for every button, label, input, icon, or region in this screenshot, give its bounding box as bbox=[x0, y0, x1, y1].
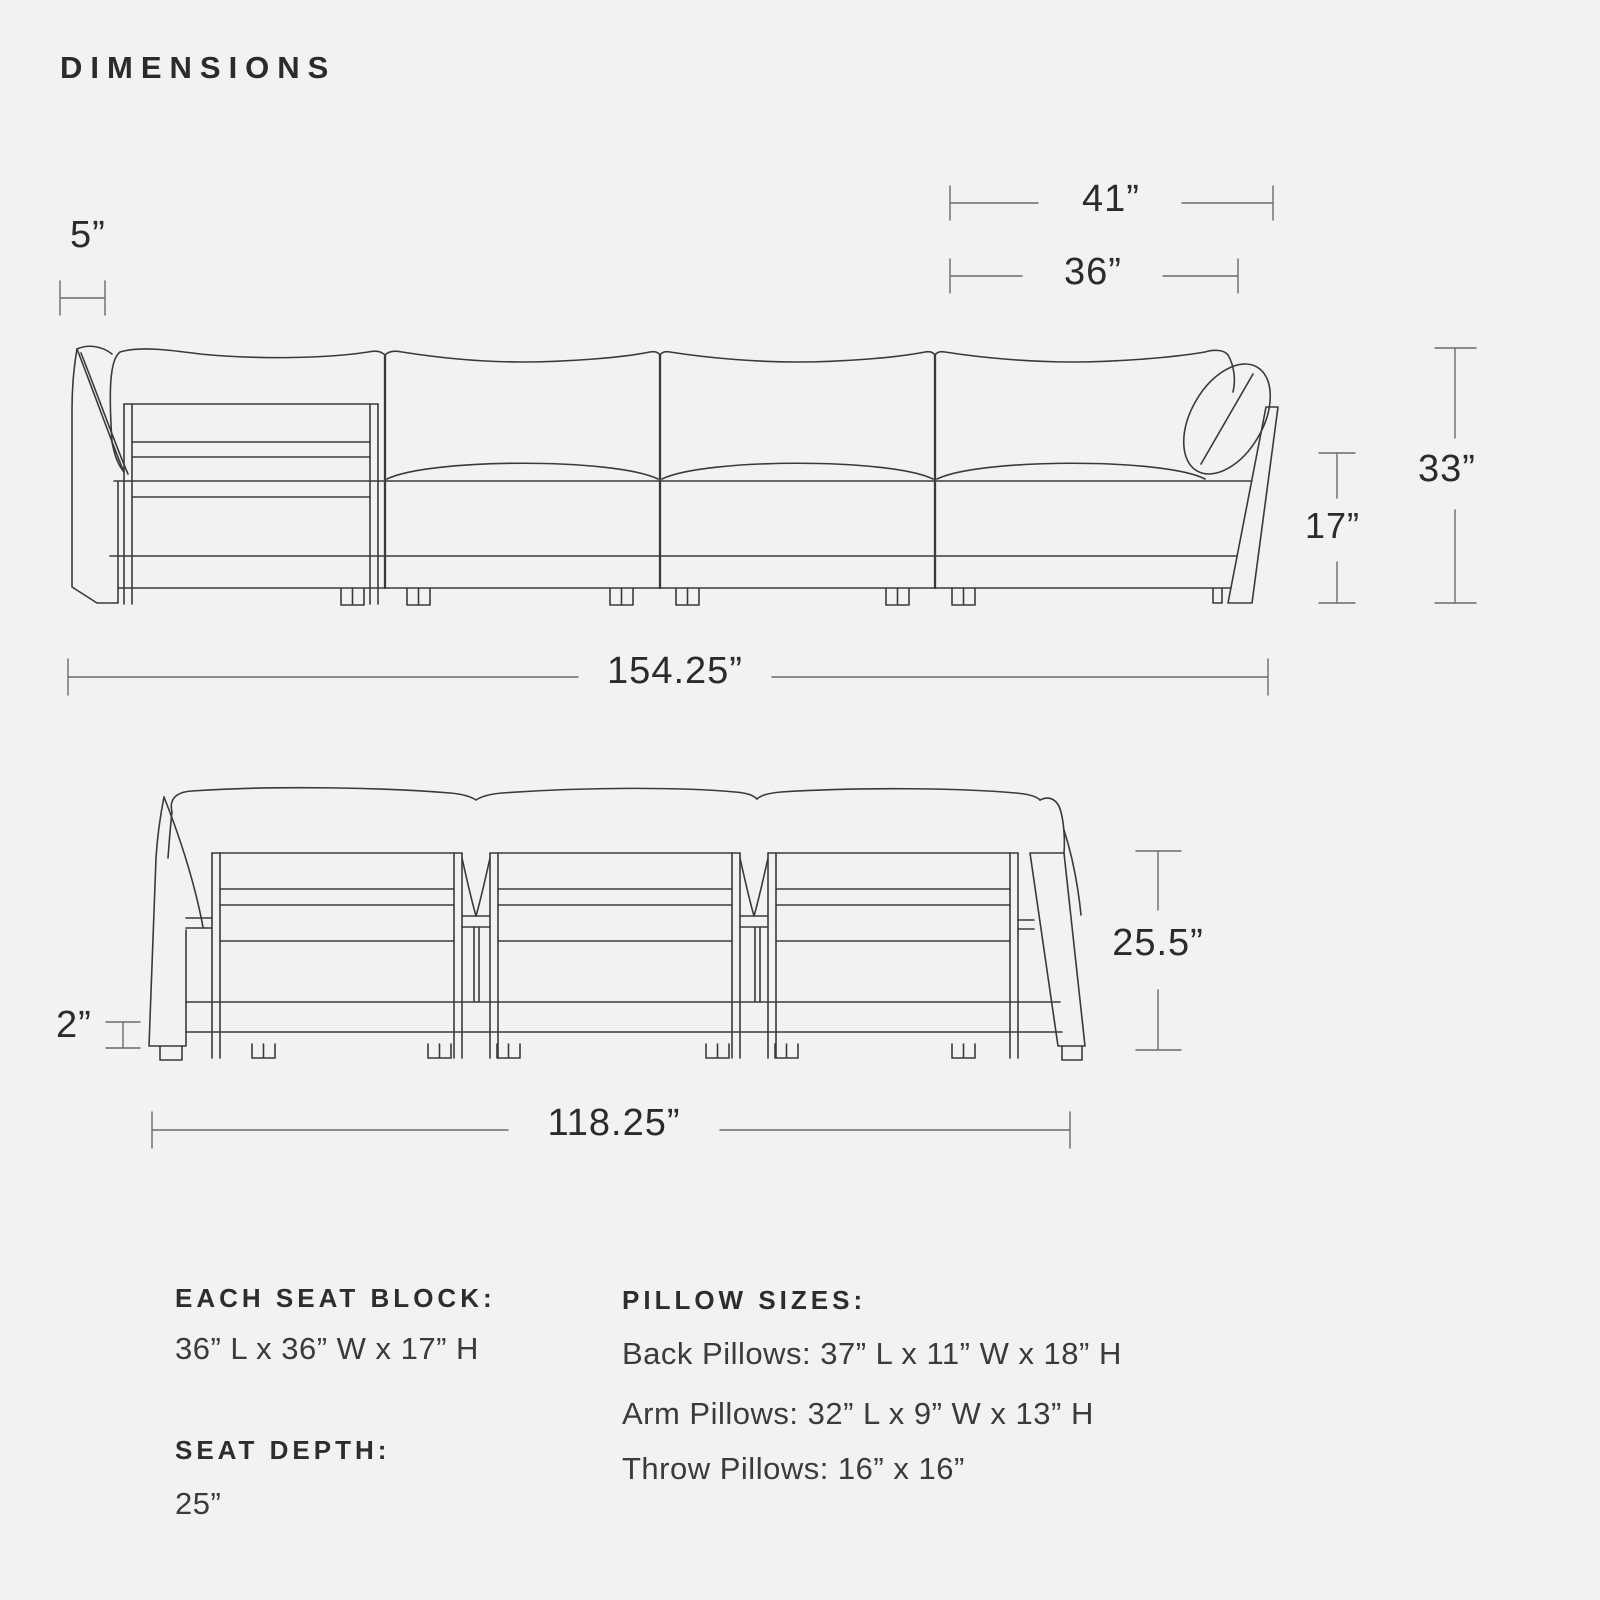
back-frame-module-1 bbox=[212, 853, 462, 1058]
front-corner-frame bbox=[124, 404, 378, 604]
seat-block-heading: EACH SEAT BLOCK: bbox=[175, 1283, 496, 1313]
dim-label-back-height: 25.5” bbox=[1112, 922, 1204, 964]
pillow-size-throw: Throw Pillows: 16” x 16” bbox=[622, 1451, 965, 1486]
pillow-sizes-heading: PILLOW SIZES: bbox=[622, 1285, 867, 1315]
back-module-connectors bbox=[186, 858, 1034, 1002]
back-frame-module-3 bbox=[768, 853, 1018, 1058]
front-left-pillow-edge bbox=[77, 349, 124, 472]
back-right-pillow-bump bbox=[1040, 798, 1064, 853]
seat-block-value: 36” L x 36” W x 17” H bbox=[175, 1331, 479, 1366]
front-back-cushions-outline bbox=[110, 349, 1228, 442]
back-left-foot bbox=[160, 1046, 182, 1060]
front-view-sofa-drawing bbox=[72, 346, 1288, 605]
back-base-band bbox=[186, 1002, 1062, 1032]
pillow-size-arm: Arm Pillows: 32” L x 9” W x 13” H bbox=[622, 1396, 1094, 1431]
back-left-cushion-drop bbox=[168, 812, 172, 858]
back-right-foot bbox=[1062, 1046, 1082, 1060]
dim-line-base-clearance bbox=[106, 1022, 140, 1048]
seat-depth-value: 25” bbox=[175, 1486, 222, 1521]
pillow-size-back: Back Pillows: 37” L x 11” W x 18” H bbox=[622, 1336, 1122, 1371]
dim-label-seat-plus-arm-width: 41” bbox=[1082, 178, 1140, 220]
bolster-pillow-seam bbox=[1201, 374, 1253, 464]
back-left-pillow-edge bbox=[164, 797, 203, 927]
dim-label-base-clearance: 2” bbox=[56, 1004, 92, 1046]
front-module-separators bbox=[385, 355, 935, 588]
back-cushions-outline bbox=[171, 788, 1040, 812]
back-view-feet bbox=[252, 1044, 975, 1058]
back-view-sofa-drawing bbox=[149, 788, 1085, 1060]
front-view-feet bbox=[341, 588, 1222, 605]
seat-depth-heading: SEAT DEPTH: bbox=[175, 1435, 391, 1465]
dim-label-overall-width-back: 118.25” bbox=[547, 1102, 681, 1144]
back-left-arm-panel bbox=[149, 797, 186, 1046]
dim-label-seat-height: 17” bbox=[1305, 505, 1361, 546]
front-left-pillow-edge-2 bbox=[81, 353, 128, 474]
dim-label-overall-height: 33” bbox=[1418, 448, 1476, 490]
front-left-apex-curve bbox=[77, 346, 112, 354]
dim-label-overall-width-front: 154.25” bbox=[607, 650, 743, 692]
dim-line-arm-width bbox=[60, 281, 105, 315]
front-seat-cushion-arcs bbox=[387, 463, 1205, 479]
dim-label-seat-width: 36” bbox=[1064, 251, 1122, 293]
back-frame-module-2 bbox=[490, 853, 740, 1058]
front-right-cushion-drop bbox=[1228, 355, 1234, 392]
dim-label-arm-width: 5” bbox=[70, 214, 106, 256]
front-right-arm-panel bbox=[1228, 407, 1278, 603]
page-title: DIMENSIONS bbox=[60, 50, 337, 85]
